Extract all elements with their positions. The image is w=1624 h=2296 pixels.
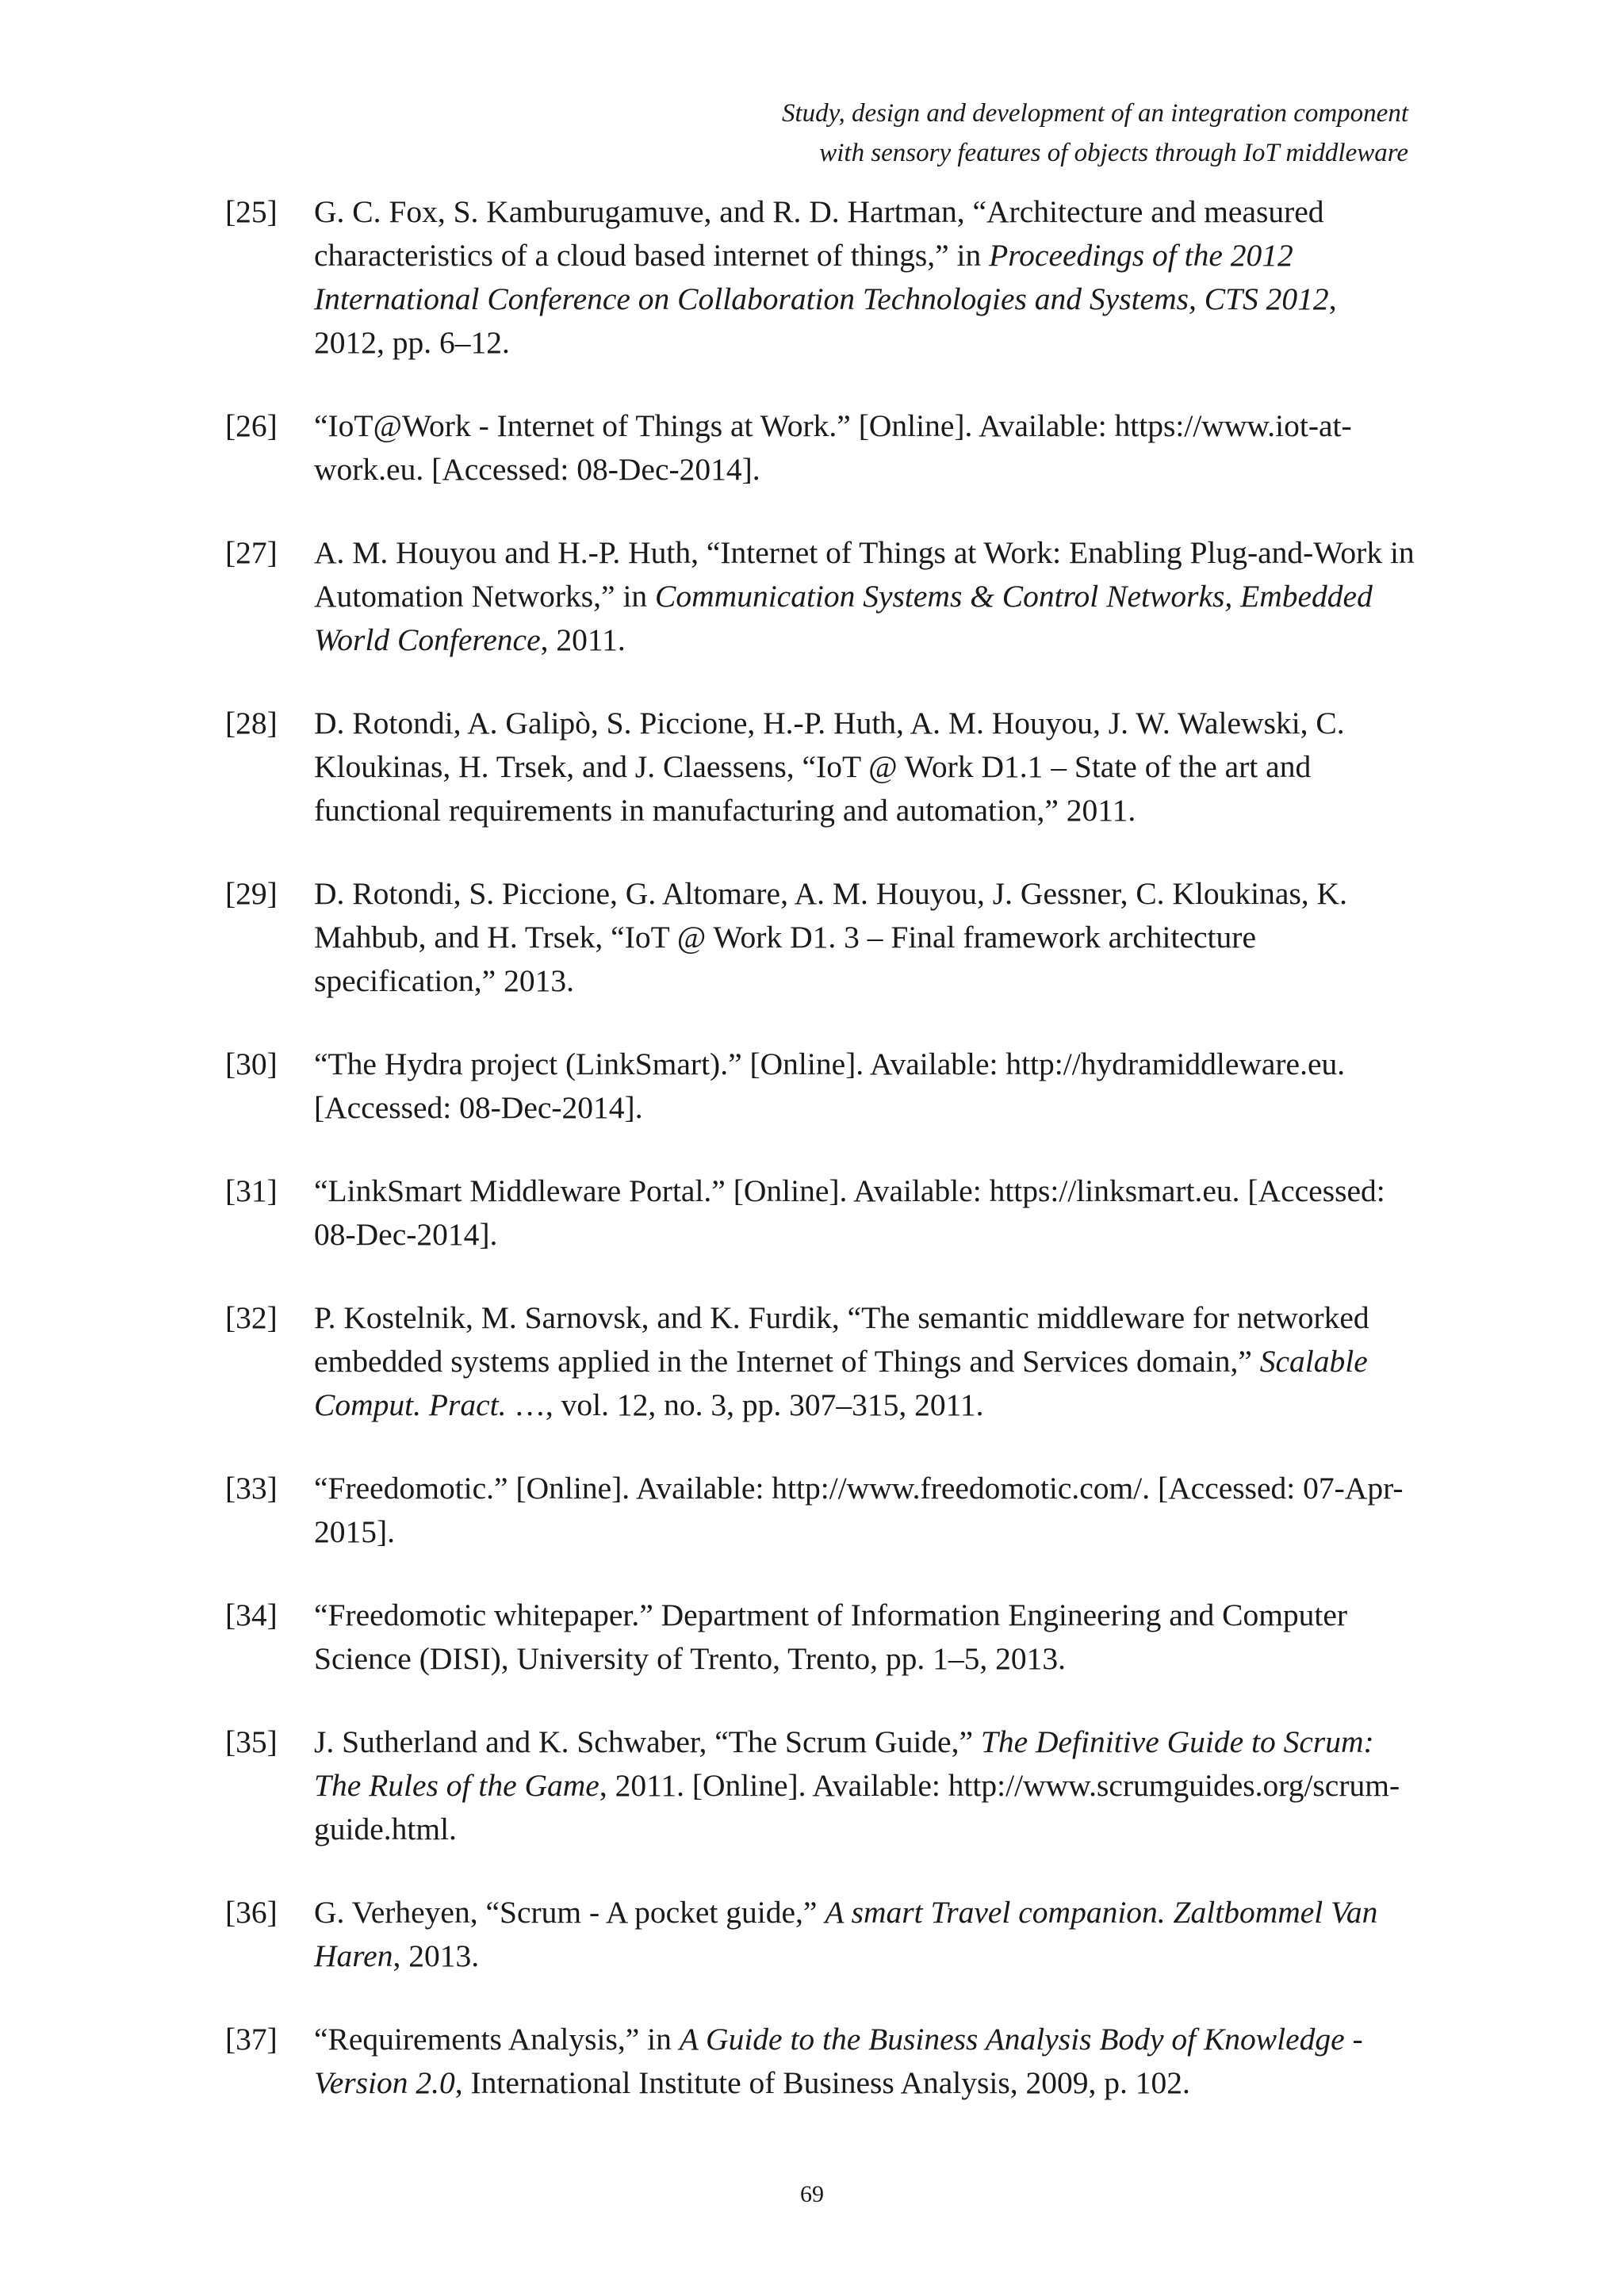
reference-title-italic: Scalable Comput. Pract.: [314, 1344, 1368, 1422]
reference-item: [225, 702, 1415, 832]
reference-text-segment: …, vol. 12, no. 3, pp. 307–315, 2011.: [506, 1387, 984, 1422]
running-header-line-2: with sensory features of objects through IoT middleware: [819, 139, 1408, 167]
reference-text: [314, 1043, 1415, 1130]
reference-text: [314, 1594, 1415, 1681]
reference-title-italic: Proceedings of the 2012 International Conference on Collaboration Technologies and Systems, CTS 2012: [314, 238, 1329, 316]
reference-text-segment: D. Rotondi, A. Galipò, S. Piccione, H.-P. Huth, A. M. Houyou, J. W. Walewski, C. Kloukinas, H. Trsek, and J. Claessens, “IoT @ Work D1.1 – State of the art and functional requirements in manufacturing and automation,” 2011.: [314, 706, 1345, 828]
reference-number: [28]: [225, 706, 278, 740]
reference-text: [314, 872, 1415, 1003]
reference-text: [314, 1296, 1415, 1427]
reference-number: [30]: [225, 1047, 278, 1081]
reference-item: [225, 2018, 1415, 2105]
reference-title-italic: The Definitive Guide to Scrum: The Rules of the Game: [314, 1724, 1374, 1803]
reference-text-segment: “Freedomotic whitepaper.” Department of Information Engineering and Computer Science (DISI), University of Trento, Trento, pp. 1–5, 2013.: [314, 1598, 1348, 1676]
reference-text: [314, 702, 1415, 832]
reference-title-italic: Communication Systems & Control Networks, Embedded World Conference: [314, 579, 1373, 657]
reference-text-segment: “Freedomotic.” [Online]. Available: http://www.freedomotic.com/. [Accessed: 07-Apr-2015].: [314, 1471, 1404, 1549]
reference-number: [33]: [225, 1471, 278, 1506]
reference-text-segment: , 2011. [Online]. Available: http://www.scrumguides.org/scrum-guide.html.: [314, 1768, 1400, 1846]
reference-text-segment: “Requirements Analysis,” in: [314, 2022, 680, 2057]
reference-item: [225, 1296, 1415, 1427]
reference-number: [26]: [225, 408, 278, 443]
reference-text-segment: G. Verheyen, “Scrum - A pocket guide,”: [314, 1895, 825, 1930]
reference-number: [25]: [225, 194, 278, 229]
reference-text: [314, 531, 1415, 662]
page-number: 69: [800, 2181, 824, 2207]
reference-text-segment: , 2011.: [540, 622, 626, 657]
reference-item: [225, 1594, 1415, 1681]
reference-text-segment: A. M. Houyou and H.-P. Huth, “Internet of Things at Work: Enabling Plug-and-Work in Automation Networks,” in: [314, 535, 1415, 614]
reference-title-italic: A smart Travel companion. Zaltbommel Van Haren: [314, 1895, 1378, 1973]
reference-number: [37]: [225, 2022, 278, 2057]
reference-item: [225, 872, 1415, 1003]
reference-text-segment: “IoT@Work - Internet of Things at Work.” [Online]. Available: https://www.iot-at-work.eu. [Accessed: 08-Dec-2014].: [314, 408, 1352, 487]
reference-text: [314, 404, 1415, 492]
reference-text-segment: G. C. Fox, S. Kamburugamuve, and R. D. Hartman, “Architecture and measured characteristics of a cloud based internet of things,” in: [314, 194, 1324, 273]
reference-text-segment: D. Rotondi, S. Piccione, G. Altomare, A. M. Houyou, J. Gessner, C. Kloukinas, K. Mahbub, and H. Trsek, “IoT @ Work D1. 3 – Final framework architecture specification,” 2013.: [314, 876, 1347, 998]
reference-number: [36]: [225, 1895, 278, 1930]
reference-number: [35]: [225, 1724, 278, 1759]
reference-text-segment: “LinkSmart Middleware Portal.” [Online]. Available: https://linksmart.eu. [Accessed: 08-Dec-2014].: [314, 1173, 1385, 1252]
reference-number: [27]: [225, 535, 278, 570]
reference-item: [225, 1891, 1415, 1978]
reference-item: [225, 190, 1415, 365]
reference-text-segment: , International Institute of Business Analysis, 2009, p. 102.: [454, 2065, 1190, 2100]
reference-text: [314, 1467, 1415, 1554]
reference-text-segment: “The Hydra project (LinkSmart).” [Online]. Available: http://hydramiddleware.eu. [Accessed: 08-Dec-2014].: [314, 1047, 1346, 1125]
reference-number: [34]: [225, 1598, 278, 1632]
reference-text: [314, 190, 1415, 365]
reference-item: [225, 1043, 1415, 1130]
reference-text: [314, 1891, 1415, 1978]
reference-number: [31]: [225, 1173, 278, 1208]
reference-text: [314, 2018, 1415, 2105]
reference-item: [225, 531, 1415, 662]
reference-text-segment: P. Kostelnik, M. Sarnovsk, and K. Furdik, “The semantic middleware for networked embedded systems applied in the Internet of Things and Services domain,”: [314, 1300, 1369, 1379]
reference-number: [32]: [225, 1300, 278, 1335]
reference-list: [225, 190, 1415, 2145]
reference-item: [225, 1720, 1415, 1851]
running-header-line-1: Study, design and development of an integration component: [781, 99, 1408, 128]
reference-item: [225, 1169, 1415, 1257]
reference-text-segment: J. Sutherland and K. Schwaber, “The Scrum Guide,”: [314, 1724, 981, 1759]
reference-number: [29]: [225, 876, 278, 911]
reference-text: [314, 1169, 1415, 1257]
reference-text-segment: , 2012, pp. 6–12.: [314, 281, 1337, 360]
reference-item: [225, 1467, 1415, 1554]
reference-title-italic: A Guide to the Business Analysis Body of Knowledge - Version 2.0: [314, 2022, 1363, 2100]
reference-item: [225, 404, 1415, 492]
reference-text-segment: , 2013.: [393, 1938, 480, 1973]
reference-text: [314, 1720, 1415, 1851]
running-header: [782, 94, 1408, 173]
